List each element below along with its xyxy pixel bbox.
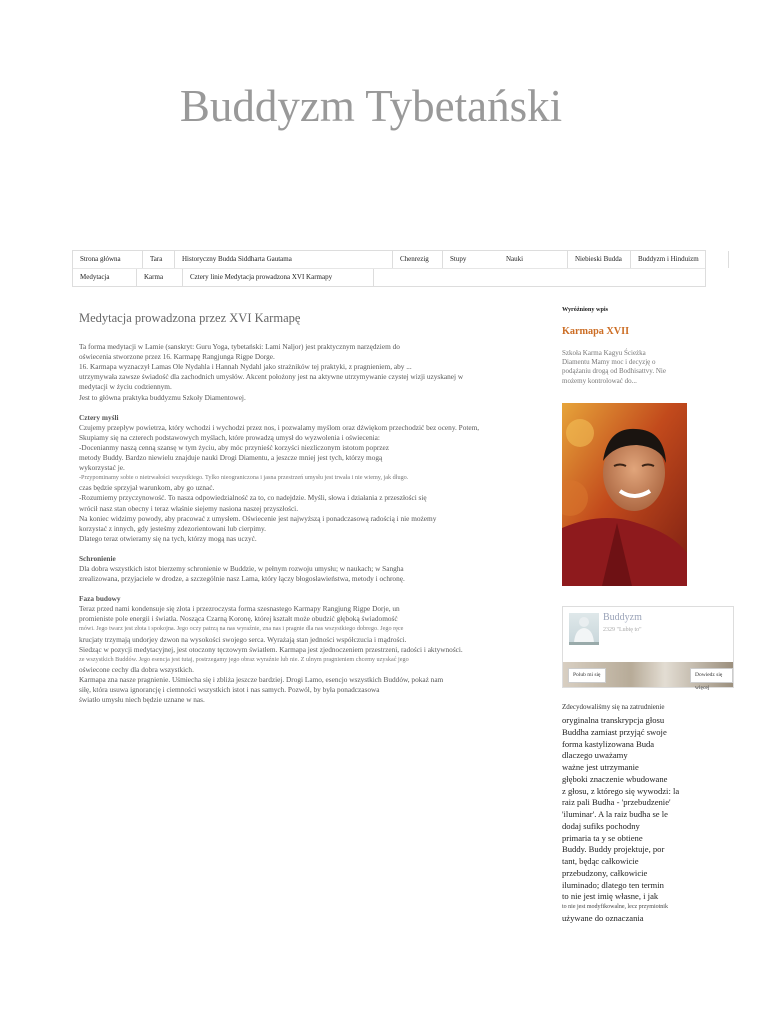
page-likes-count: 2329 "Lubię to"	[603, 627, 642, 633]
learn-more-button[interactable]: Dowiedz się więcej	[690, 668, 733, 683]
quote-intro: Zdecydowaliśmy się na zatrudnienie	[562, 703, 665, 711]
post-line: Ta forma medytacji w Lamie (sanskryt: Guru Yoga, tybetański: Lami Naljor) jest praktycznym narzędziem do	[79, 342, 400, 352]
post-line: ze wszystkich Buddów. Jego esencja jest tutaj, postrzegamy jego obraz wyraźnie lub nie. Z ulnym pragnieniem chcemy uzyskać jego	[79, 655, 409, 663]
post-line: Czujemy przepływ powietrza, który wchodzi i wychodzi przez nos, i pozwalamy myślom oraz dźwiękom przechodzić bez oceny. Potem,	[79, 422, 480, 432]
post-line: Dla dobra wszystkich istot bierzemy schronienie w Buddzie, w pełnym rozwoju umysłu; w naukach; w Sangha	[79, 563, 404, 573]
featured-post-image[interactable]	[562, 403, 687, 586]
post-line: metody Buddy. Bardzo niewielu znajduje nauki Drogi Diamentu, a jeszcze mniej jest tych, którzy mogą	[79, 453, 383, 463]
nav-item-medytacja[interactable]: Medytacja	[73, 269, 137, 286]
post-line: promieniste pole energii i światła. Nosząca Czarną Koronę, której kształt może obudzić głęboką świadomość	[79, 614, 398, 624]
featured-post-snippet: Szkoła Karma Kagyu Ścieżka Diamentu Mamy moc i decyzję o podążaniu drogą od Bodhisattvy. Nie możemy kontrolować do...	[562, 349, 666, 385]
nav-item-historical-buddha[interactable]: Historyczny Budda Siddharta Gautama	[175, 251, 393, 268]
post-line: -Docenianmy naszą cenną szansę w tym życiu, aby móc przynieść korzyści niezliczonym istotom poprzez	[79, 442, 390, 452]
page-avatar[interactable]	[569, 613, 599, 645]
quote-line: raiz pali Budha - 'przebudzenie'	[562, 797, 671, 808]
post-intro	[79, 342, 534, 403]
post-line: czas będzie sprzyjał warunkom, aby go uznać.	[79, 483, 215, 493]
blog-title[interactable]: Buddyzm Tybetański	[179, 81, 563, 131]
buddha-statue-icon	[569, 613, 599, 645]
post-line: oświecone cechy dla dobra wszystkich.	[79, 664, 194, 674]
post-line: utrzymywała zawsze świadość dla zachodnich umysłów. Akcent położony jest na aktywne utrzymywanie czystej wizji uzyskanej w	[79, 372, 464, 382]
quote-line: dodaj sufiks pochodny	[562, 820, 640, 831]
quote-line: Buddha zamiast przyjąć swoje	[562, 726, 667, 737]
post-line: Karmapa zna nasze pragnienie. Uśmiecha się i zbliża jeszcze bardziej. Drogi Lamo, esencjo wszystkich Buddów, pokaż nam	[79, 674, 444, 684]
quote-line: przebudzony, całkowicie	[562, 867, 648, 878]
nav-item-four-lines[interactable]: Cztery linie Medytacja prowadzona XVI Karmapy	[183, 269, 374, 286]
section-heading: Schronienie	[79, 553, 116, 563]
nav-row-2	[73, 268, 705, 286]
nav-item-nauki[interactable]: Nauki	[499, 251, 568, 268]
post-line: siłę, która usuwa ignorancję i ciemności wszystkich istot i nas samych. Pozwól, by była ponadczasowa	[79, 685, 380, 694]
post-line: -Rozumiemy przyczynowość. To nasza odpowiedzialność za to, co nadejdzie. Myśli, słowa i działania z przeszłości się	[79, 493, 427, 503]
post-line: zrealizowana, przyjaciele w drodze, a szczególnie nasz Lama, który łączy błogosławieństwa, metody i ochronę.	[79, 574, 405, 584]
quote-line: dlaczego uważamy	[562, 750, 628, 761]
post-line: Dlatego teraz otwieramy się na tych, którzy mogą nas uczyć.	[79, 533, 257, 543]
post-title[interactable]: Medytacja prowadzona przez XVI Karmapę	[79, 311, 301, 325]
quote-line: to nie jest imię własne, i jak	[562, 891, 659, 902]
quote-line: iluminado; dlatego ten termin	[562, 879, 664, 890]
portrait-illustration	[562, 403, 687, 586]
nav-item-karma[interactable]: Karma	[137, 269, 183, 286]
post-line: Skupiamy się na czterech podstawowych myślach, które prowadzą umysł do wyzwolenia i oświecenia:	[79, 432, 380, 442]
featured-post-heading: Wyróżniony wpis	[562, 306, 609, 313]
post-line: oświecenia stworzone przez 16. Karmapę Rangjunga Rigpe Dorge.	[79, 352, 275, 362]
nav-item-home[interactable]: Strona główna	[73, 251, 143, 268]
featured-post-title[interactable]: Karmapa XVII	[562, 326, 630, 337]
post-line: korzystać z innych, gdy jesteśmy zdezorientowani lub cierpimy.	[79, 523, 266, 533]
quote-line: używane do oznaczania	[562, 913, 644, 923]
quote-line: Buddy. Buddy projektuje, por	[562, 844, 665, 855]
page-name-link[interactable]: Buddyzm	[603, 612, 642, 623]
post-line: światło umysłu niech będzie uznane w nas.	[79, 695, 205, 705]
nav-item-chenrezig[interactable]: Chenrezig	[393, 251, 443, 268]
post-line: wykorzystać je.	[79, 463, 125, 473]
post	[79, 305, 534, 705]
section-refuge	[79, 554, 534, 584]
nav-item-blue-buddha[interactable]: Niebieski Budda	[568, 251, 631, 268]
quote-line: tant, będąc całkowicie	[562, 856, 639, 866]
post-line: wrócił nasz stan obecny i teraz właśnie siejemy nasiona naszej przyszłości.	[79, 503, 299, 513]
quote-line: głęboki znaczenie wbudowane	[562, 773, 668, 784]
section-four-thoughts	[79, 413, 534, 544]
facebook-widget	[562, 606, 734, 691]
quote-line: z głosu, z którego się wywodzi: la	[562, 785, 680, 796]
section-building-phase	[79, 594, 534, 705]
quote-line-small: to nie jest modyfikowalne, lecz przymiotnik	[562, 904, 668, 910]
quote-line: 'iluminar'. A la raiz budha se le	[562, 809, 668, 819]
post-line: krucjaty trzymają undorjey dzwon na wysokości swojego serca. Wyrażają stan jedności współczucia i mądrości.	[79, 634, 407, 644]
post-line: mówi. Jego twarz jest złota i spokojna. Jego oczy patrzą na nas wyraźnie, zna nas i pragnie dla nas wszystkiego dobrego. Jego ręce	[79, 625, 404, 633]
post-line: 16. Karmapa wyznaczył Lamas Ole Nydahla i Hannah Nydahl jako strażników tej praktyki, z pragnieniem, aby ...	[79, 362, 412, 372]
nav-item-buddhism-hinduism[interactable]: Buddyzm i Hinduizm	[631, 251, 729, 268]
nav-item-stupy[interactable]: Stupy	[450, 255, 467, 263]
sidebar	[562, 300, 712, 386]
post-line: -Przypominamy sobie o nietrwałości wszystkiego. Tylko nieograniczona i jasna przestrzeń umysłu jest trwała i nie wiemy, jak długo.	[79, 474, 409, 482]
sidebar-quote	[562, 703, 692, 924]
quote-line: ważne jest utrzymanie	[562, 762, 639, 772]
post-line: Jest to główna praktyka buddyzmu Szkoły Diamentowej.	[79, 392, 246, 402]
post-line: Na koniec widzimy powody, aby pracować z umysłem. Oświecenie jest najwyższą i ponadczasową radością i nie możemy	[79, 513, 437, 523]
post-line: Teraz przed nami kondensuje się złota i przezroczysta forma szesnastego Karmapy Rangjung Rigpe Dorje, un	[79, 604, 400, 614]
quote-line: forma kastylizowana Buda	[562, 738, 655, 749]
section-heading: Cztery myśli	[79, 412, 119, 422]
post-line: medytacji w życiu codziennym.	[79, 382, 172, 392]
post-line: Siedząc w pozycji medytacyjnej, jest otoczony tęczowym światłem. Karmapa jest zjednoczeniem przestrzeni, radości i aktywności.	[79, 644, 463, 654]
nav-item-tara[interactable]: Tara	[143, 251, 175, 268]
nav-row-1	[73, 251, 705, 268]
like-page-button[interactable]: Polub mi się	[568, 668, 606, 683]
main-nav	[72, 250, 706, 287]
section-heading: Faza budowy	[79, 594, 121, 604]
quote-line: primaria ta y se obtiene	[562, 832, 643, 843]
quote-line: oryginalna transkrypcja głosu	[562, 715, 665, 725]
